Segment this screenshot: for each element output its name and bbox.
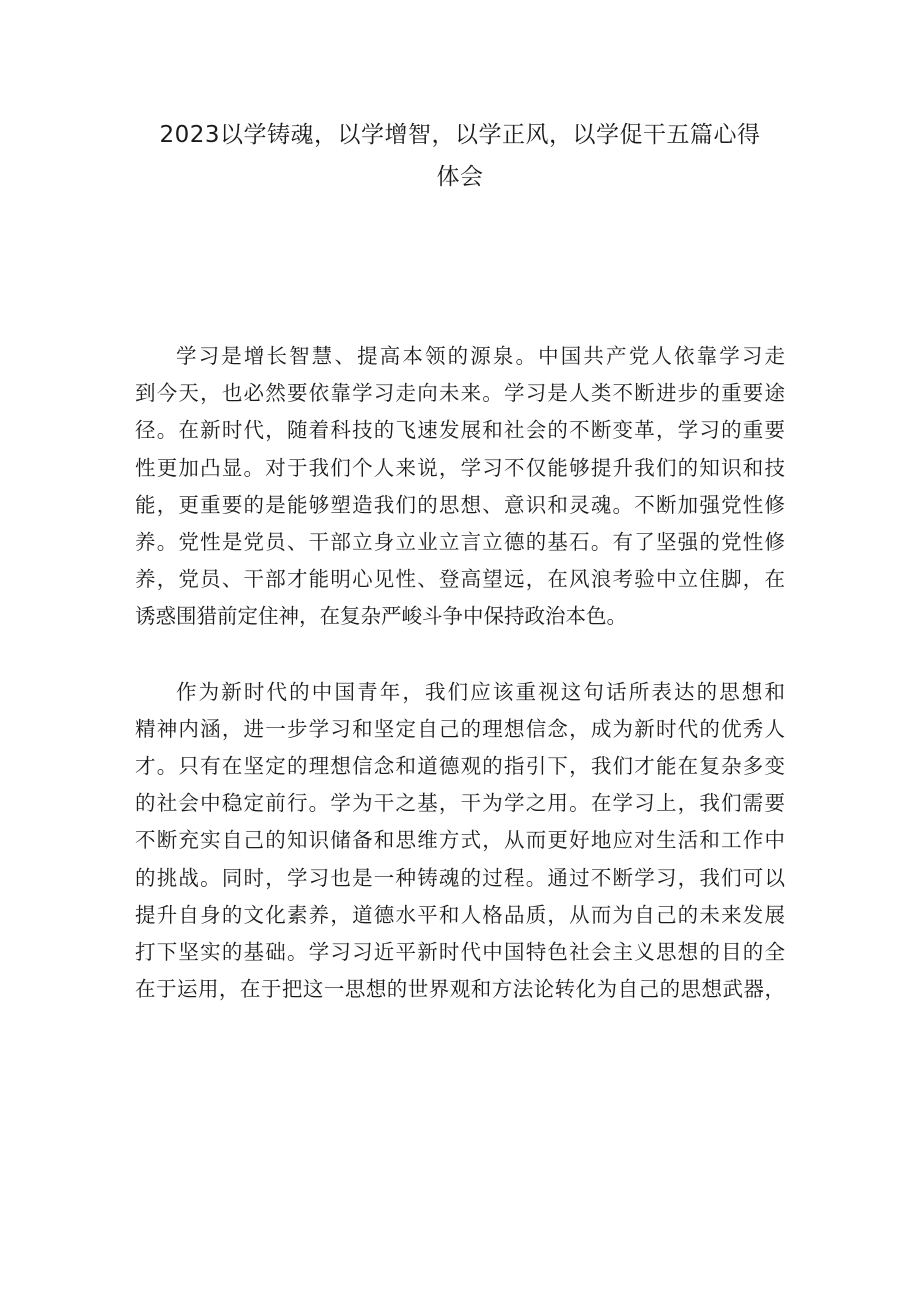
paragraph-line: 到今天，也必然要依靠学习走向未来。学习是人类不断进步的重要途 xyxy=(135,381,785,406)
document-title xyxy=(120,114,800,198)
document-body xyxy=(135,338,785,1008)
paragraph-line: 不断充实自己的知识储备和思维方式，从而更好地应对生活和工作中 xyxy=(135,828,785,853)
paragraph-line: 精神内涵，进一步学习和坚定自己的理想信念，成为新时代的优秀人 xyxy=(135,716,785,741)
paragraph-line: 的挑战。同时，学习也是一种铸魂的过程。通过不断学习，我们可以 xyxy=(135,865,785,890)
paragraph-line: 打下坚实的基础。学习习近平新时代中国特色社会主义思想的目的全 xyxy=(135,940,785,965)
paragraph-2 xyxy=(135,674,785,1009)
paragraph-line: 养，党员、干部才能明心见性、登高望远，在风浪考验中立住脚，在 xyxy=(135,567,785,592)
paragraph-line: 作为新时代的中国青年，我们应该重视这句话所表达的思想和 xyxy=(176,679,785,704)
paragraph-line: 诱惑围猎前定住神，在复杂严峻斗争中保持政治本色。 xyxy=(135,604,627,629)
paragraph-line: 性更加凸显。对于我们个人来说，学习不仅能够提升我们的知识和技 xyxy=(135,455,785,480)
paragraph-line: 在于运用，在于把这一思想的世界观和方法论转化为自己的思想武器， xyxy=(135,977,785,1002)
title-line-1: 2023以学铸魂，以学增智，以学正风，以学促干五篇心得 xyxy=(159,122,761,148)
paragraph-line: 提升自身的文化素养，道德水平和人格品质，从而为自己的未来发展 xyxy=(135,902,785,927)
paragraph-line: 的社会中稳定前行。学为干之基，干为学之用。在学习上，我们需要 xyxy=(135,791,785,816)
paragraph-line: 养。党性是党员、干部立身立业立言立德的基石。有了坚强的党性修 xyxy=(135,530,785,555)
paragraph-line: 才。只有在坚定的理想信念和道德观的指引下，我们才能在复杂多变 xyxy=(135,754,785,779)
title-line-2: 体会 xyxy=(436,164,484,190)
paragraph-1 xyxy=(135,338,785,636)
paragraph-line: 学习是增长智慧、提高本领的源泉。中国共产党人依靠学习走 xyxy=(176,344,785,368)
paragraph-line: 能，更重要的是能够塑造我们的思想、意识和灵魂。不断加强党性修 xyxy=(135,492,785,517)
paragraph-line: 径。在新时代，随着科技的飞速发展和社会的不断变革，学习的重要 xyxy=(135,418,785,443)
